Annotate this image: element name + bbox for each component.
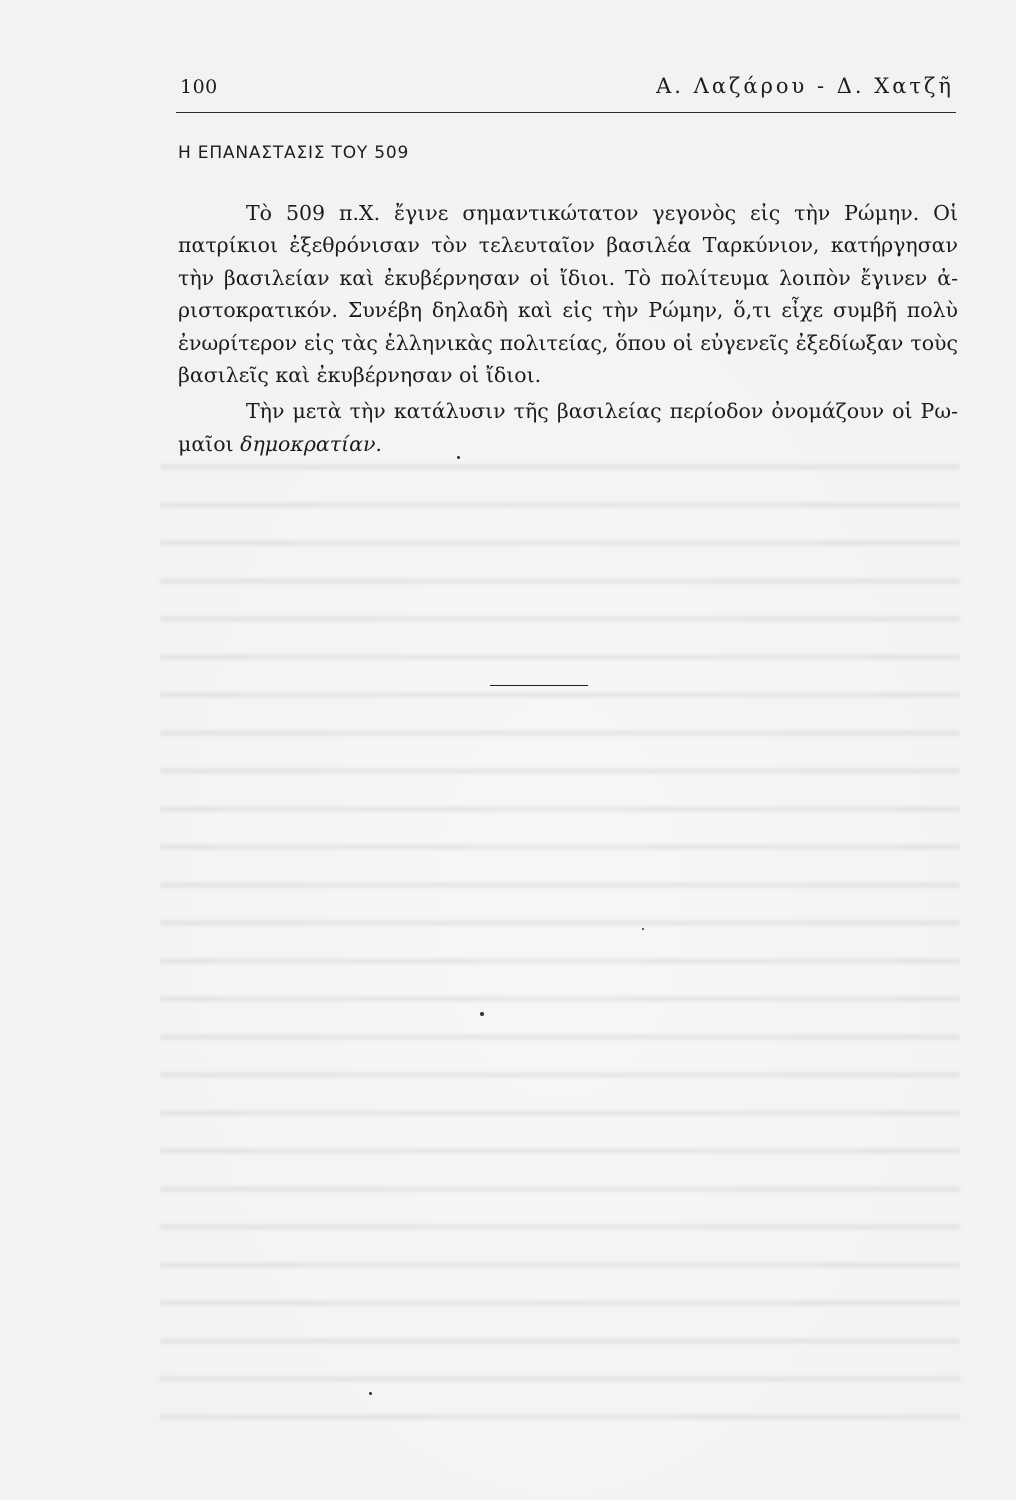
reverse-side-show-through — [160, 440, 960, 1440]
paragraph-2-text: Τὴν μετὰ τὴν κατάλυσιν τῆς βασιλείας περίοδον ὀνομάζουν οἱ Ρωμαῖοι — [178, 399, 958, 456]
emphasized-term: δημοκρατίαν — [240, 431, 376, 456]
page-number: 100 — [180, 76, 218, 98]
section-title: Η ΕΠΑΝΑΣΤΑΣΙΣ ΤΟΥ 509 — [178, 143, 410, 163]
dust-speck — [369, 1392, 372, 1395]
page-header — [176, 68, 954, 108]
header-rule — [176, 112, 956, 113]
running-head-authors: Α. Λαζάρου - Δ. Χατζῆ — [656, 74, 954, 98]
dust-speck — [457, 456, 460, 459]
paragraph-2-end: . — [375, 431, 382, 456]
paragraph-1: Τὸ 509 π.Χ. ἔγινε σημαντικώτατον γεγονὸς εἰς τὴν Ρώμην. Οἱ πατρίκιοι ἐξεθρόνισαν τὸν τελευταῖον βασιλέα Ταρκύνιον, κατήργησαν τὴν βασιλείαν καὶ ἐκυβέρνησαν οἱ ἴδιοι. Τὸ πολίτευμα λοιπὸν ἔγινεν ἀριστοκρατικόν. Συνέβη δηλαδὴ καὶ εἰς τὴν Ρώμην, ὅ,τι εἶχε συμβῆ πολὺ ἐνωρίτερον εἰς τὰς ἑλληνικὰς πολιτείας, ὅπου οἱ εὐγενεῖς ἐξεδίωξαν τοὺς βασιλεῖς καὶ ἐκυβέρνησαν οἱ ἴδιοι. — [178, 201, 958, 388]
section-separator-rule — [490, 685, 588, 686]
paragraph-2 — [178, 395, 958, 460]
body-text — [178, 197, 958, 460]
dust-speck — [480, 1012, 484, 1016]
dust-speck — [642, 928, 644, 930]
